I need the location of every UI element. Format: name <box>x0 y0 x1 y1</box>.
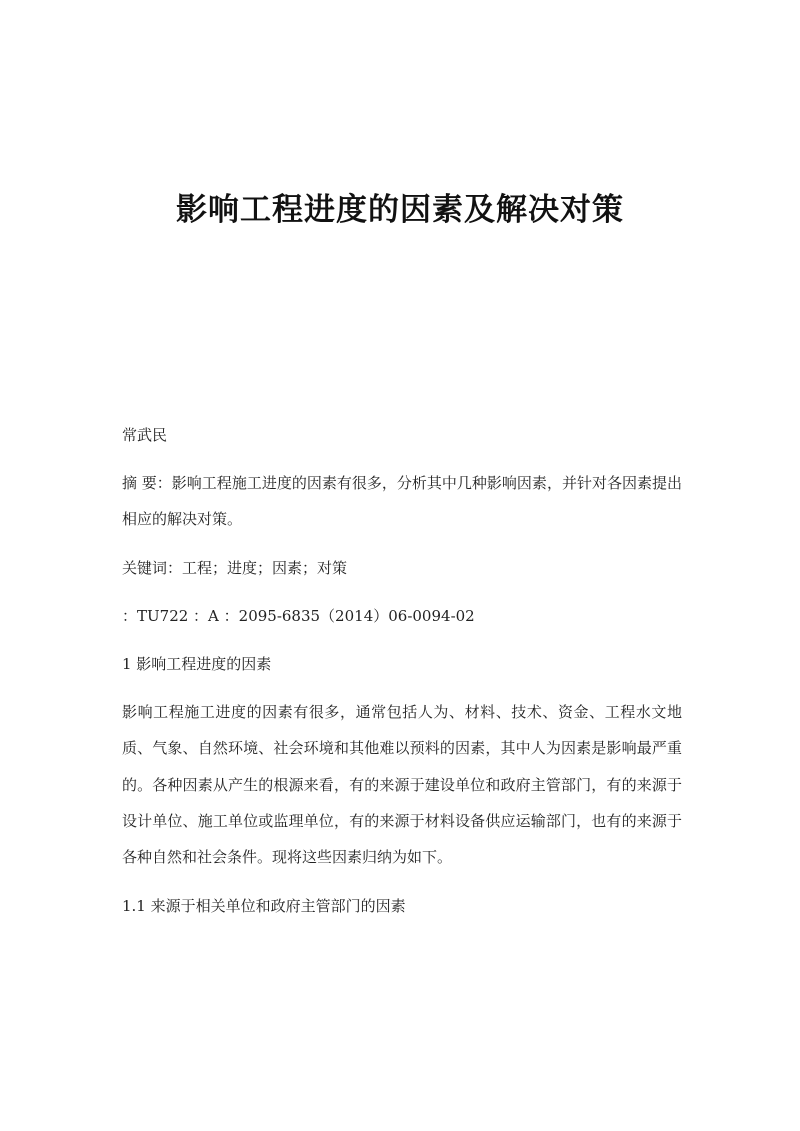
document-body <box>122 417 682 936</box>
document-title: 影响工程进度的因素及解决对策 <box>176 192 624 228</box>
classification-line: ：TU722 ：A ：2095-6835（2014）06-0094-02 <box>122 606 475 625</box>
abstract-paragraph: 摘 要：影响工程施工进度的因素有很多，分析其中几种影响因素，并针对各因素提出相应的解决对策。 <box>122 474 682 529</box>
section-heading: 1 影响工程进度的因素 <box>122 654 272 673</box>
keywords-line: 关键词：工程；进度；因素；对策 <box>122 558 348 577</box>
subsection-heading: 1.1 来源于相关单位和政府主管部门的因素 <box>122 896 406 915</box>
author-line: 常武民 <box>122 426 168 444</box>
section-paragraph: 影响工程施工进度的因素有很多，通常包括人为、材料、技术、资金、工程水文地质、气象、自然环境、社会环境和其他难以预料的因素，其中人为因素是影响最严重的。各种因素从产生的根源来看，有的来源于建设单位和政府主管部门，有的来源于设计单位、施工单位或监理单位，有的来源于材料设备供应运输部门，也有的来源于各种自然和社会条件。现将这些因素归纳为如下。 <box>122 702 682 867</box>
